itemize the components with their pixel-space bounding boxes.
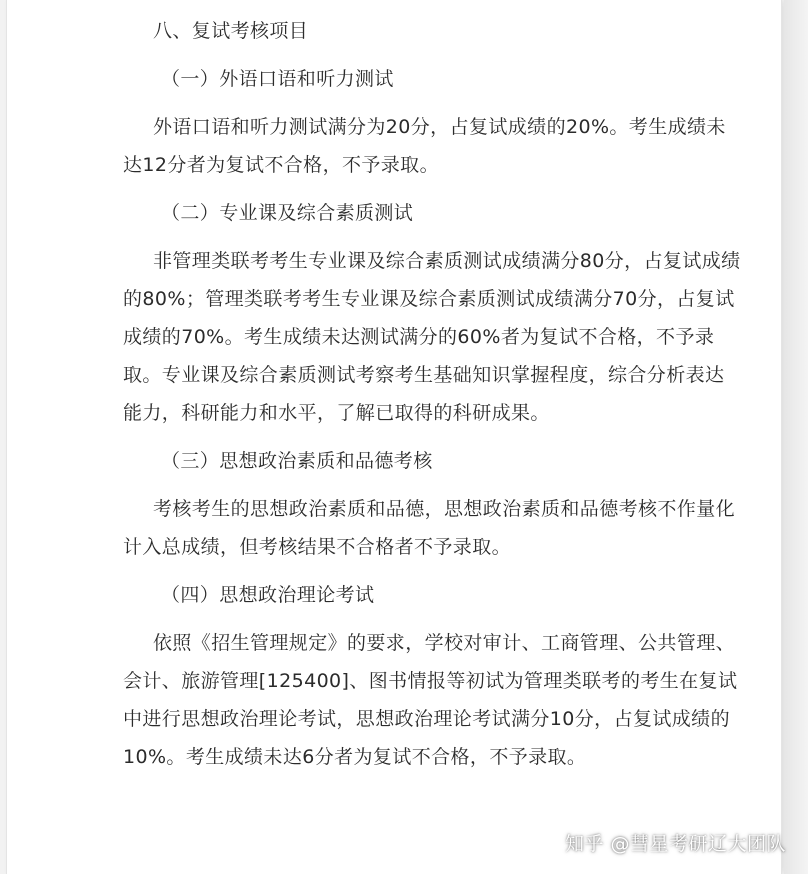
subsection-heading-4: （四）思想政治理论考试 — [161, 584, 375, 606]
subsection-heading-2: （二）专业课及综合素质测试 — [161, 202, 414, 224]
document-content — [123, 12, 743, 786]
subsection-body-4: 依照《招生管理规定》的要求，学校对审计、工商管理、公共管理、会计、旅游管理[125400]、图书情报等初试为管理类联考的考生在复试中进行思想政治理论考试，思想政治理论考试满分10分，占复试成绩的10%。考生成绩未达6分者为复试不合格，不予录取。 — [123, 632, 738, 768]
subsection-body-1: 外语口语和听力测试满分为20分，占复试成绩的20%。考生成绩未达12分者为复试不合格，不予录取。 — [123, 116, 726, 176]
subsection-heading-1: （一）外语口语和听力测试 — [161, 68, 394, 90]
section-title: 八、复试考核项目 — [153, 20, 309, 42]
document-page — [6, 0, 782, 874]
page-edge-shadow — [784, 0, 808, 874]
subsection-heading-3: （三）思想政治素质和品德考核 — [161, 450, 433, 472]
subsection-body-3: 考核考生的思想政治素质和品德，思想政治素质和品德考核不作量化计入总成绩，但考核结果不合格者不予录取。 — [123, 498, 736, 558]
subsection-body-2: 非管理类联考考生专业课及综合素质测试成绩满分80分，占复试成绩的80%；管理类联考考生专业课及综合素质测试成绩满分70分，占复试成绩的70%。考生成绩未达测试满分的60%者为复试不合格，不予录取。专业课及综合素质测试考察考生基础知识掌握程度，综合分析表达能力，科研能力和水平，了解已取得的科研成果。 — [123, 250, 741, 424]
watermark-text: 知乎 @彗星考研辽大团队 — [564, 833, 786, 855]
